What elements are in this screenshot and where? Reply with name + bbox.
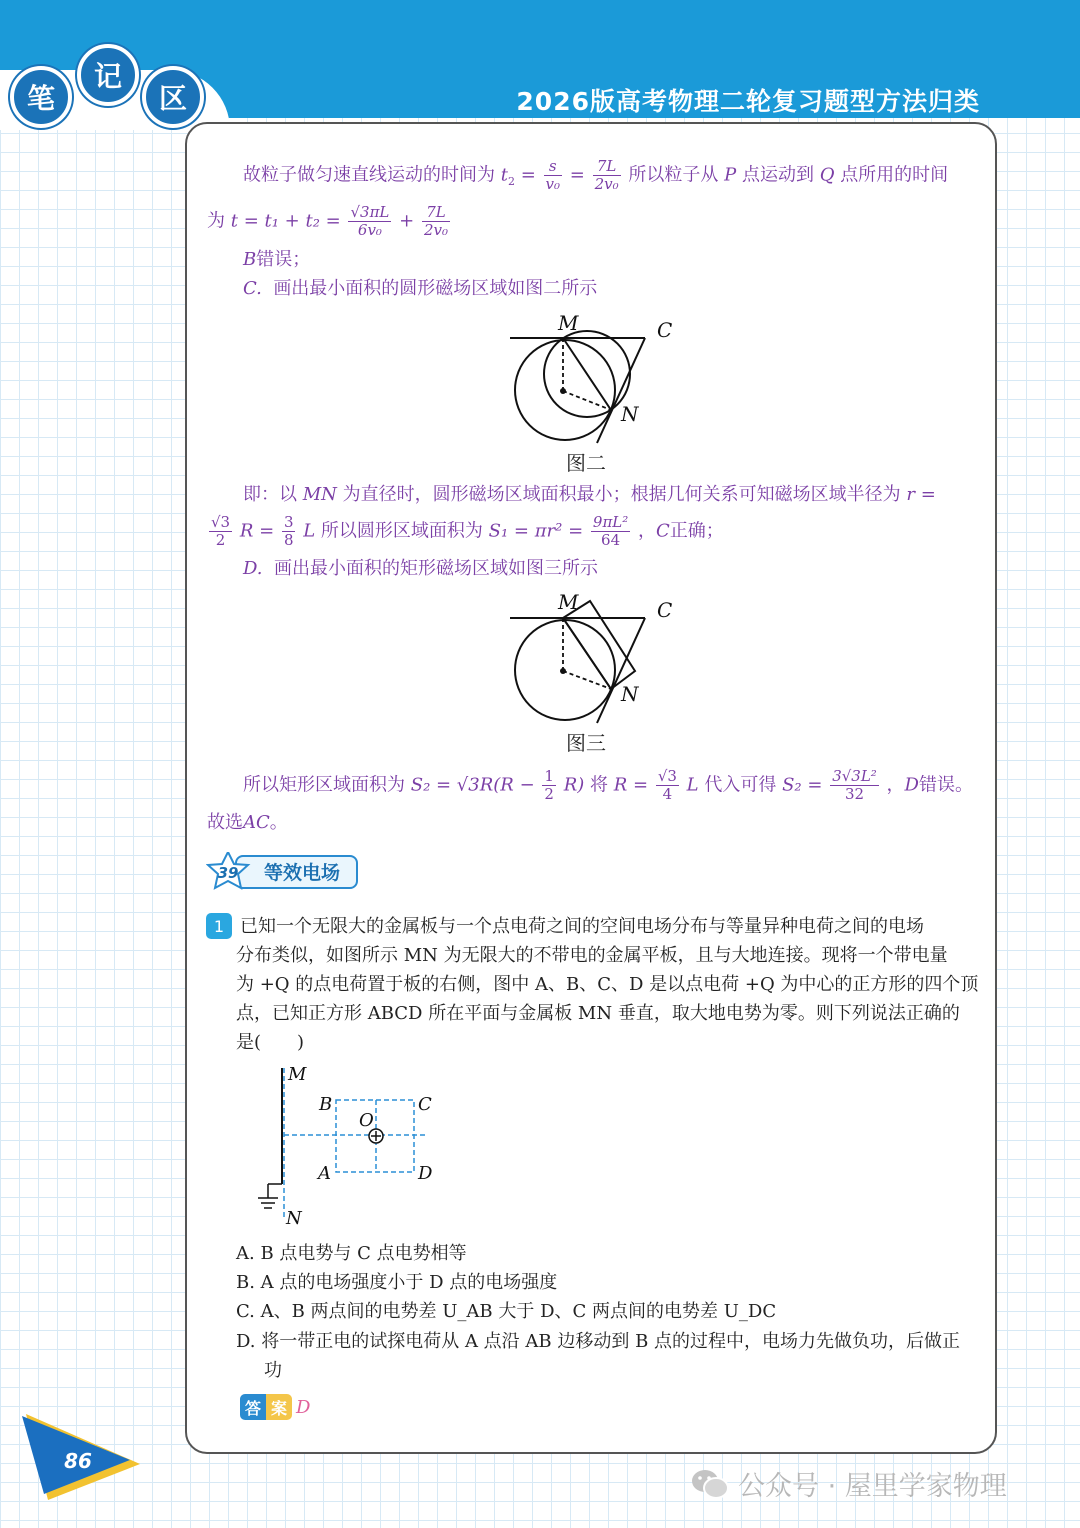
answer-box [240,1392,310,1422]
wechat-icon [690,1467,730,1501]
solution-line-2: 为 t = t₁ + t₂ = $\frac{√3\pi L}{\text{6v₀}}$ + $\frac{7L}{\text{2v₀}}$ [207,203,448,239]
figure-3-caption: 图三 [566,731,606,755]
figure-3-diagram [500,585,700,725]
figure-2-caption: 图二 [566,451,606,475]
solution-line-5: 即：以 MN 为直径时，圆形磁场区域面积最小；根据几何关系可知磁场区域半径为 r = [243,484,936,505]
page-number: 86 [64,1449,92,1473]
solution-line-8: 所以矩形区域面积为 S₂ = √3R(R − $\frac{1}{2}$ R) 将 R = $\frac{√3}{4}$ L 代入可得 S₂ = $\frac{\text{3√3L²}}{32}$ ，D错误。 [243,767,973,803]
question-line-1: 已知一个无限大的金属板与一个点电荷之间的空间电场分布与等量异种电荷之间的电场 [240,916,924,937]
option-a: A. B 点电势与 C 点电势相等 [236,1243,467,1264]
qfig-label-D: D [418,1163,433,1184]
question-line-2: 分布类似，如图所示 MN 为无限大的不带电的金属平板，且与大地连接。现将一个带电量 [236,945,948,966]
qfig-label-C: C [418,1094,432,1115]
solution-line-3: B错误； [243,249,311,270]
fig3-label-N: N [621,682,639,706]
question-line-4: 点，已知正方形 ABCD 所在平面与金属板 MN 垂直，取大地电势为零。则下列说法正确的 [236,1003,960,1024]
section-title: 等效电场 [264,862,341,884]
answer-value: D [296,1396,311,1418]
solution-line-7: D. 画出最小面积的矩形磁场区域如图三所示 [243,558,598,579]
solution-line-9: 故选AC。 [207,812,288,833]
answer-label-1: 答 [240,1394,266,1420]
solution-line-6: $\frac{√3}{2}$ R = $\frac{3}{8}$ L 所以圆形区域面积为 S₁ = πr² = $\frac{\text{9πL²}}{64}$ ，C正确； [211,513,724,549]
qfig-label-A: A [318,1163,331,1184]
fig2-label-N: N [621,402,639,426]
tab-bi: 笔 [10,66,72,128]
answer-label-2: 案 [266,1394,292,1420]
solution-line-4: C. 画出最小面积的圆形磁场区域如图二所示 [243,278,598,299]
qfig-label-M: M [288,1064,307,1085]
option-d: D. 将一带正电的试探电荷从 A 点沿 AB 边移动到 B 点的过程中，电场力先做负功，后做正 [236,1331,961,1352]
fig2-label-C: C [657,318,673,342]
option-b: B. A 点的电场强度小于 D 点的电场强度 [236,1272,558,1293]
figure-2-diagram [500,305,700,445]
question-figure [250,1062,450,1232]
fig3-label-M: M [558,590,579,614]
question-line-3: 为 +Q 的点电荷置于板的右侧，图中 A、B、C、D 是以点电荷 +Q 为中心的正方形的四个顶 [236,974,979,995]
solution-line-1: 故粒子做匀速直线运动的时间为 $t_2$ = $\frac{s}{\text{v₀}}$ = $\frac{7L}{\text{2v₀}}$ 所以粒子从 P 点运动到 Q 点所用的时间 [243,157,949,193]
watermark-text: 公众号 · 屋里学家物理 [738,1471,1007,1502]
tab-qu: 区 [142,66,204,128]
section-badge [206,852,359,890]
option-d-continued: 功 [264,1360,282,1381]
watermark [690,1464,1007,1503]
fig2-label-M: M [558,311,579,335]
qfig-label-B: B [319,1094,333,1115]
qfig-label-O: O [359,1110,374,1131]
qfig-label-N: N [286,1208,302,1229]
book-title: 2026版高考物理二轮复习题型方法归类 [516,87,980,116]
tab-ji: 记 [77,44,139,106]
option-c: C. A、B 两点间的电势差 U_AB 大于 D、C 两点间的电势差 U_DC [236,1301,777,1322]
section-number: 39 [217,864,239,882]
fig3-label-C: C [657,598,673,622]
question-line-5: 是( ) [236,1032,305,1053]
page-number-badge [22,1414,140,1500]
question-number-badge: 1 [206,913,232,939]
